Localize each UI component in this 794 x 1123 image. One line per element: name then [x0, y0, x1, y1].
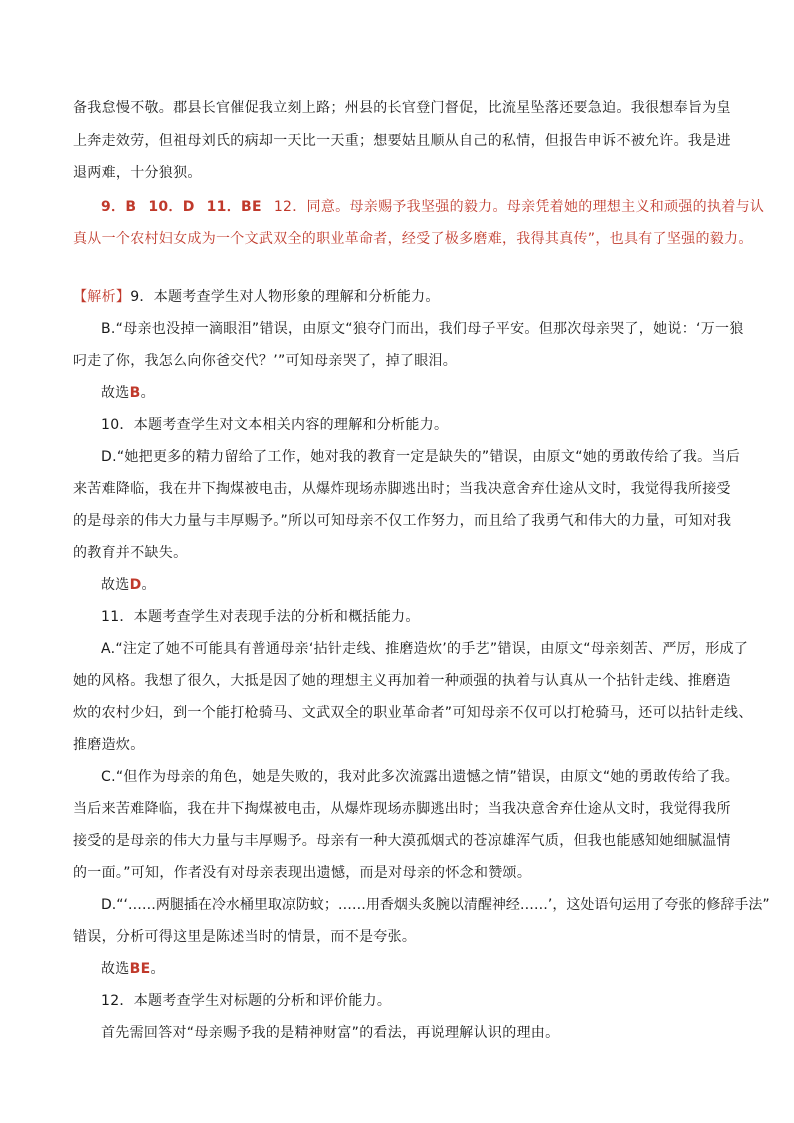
analysis-q11-c-line-3: 接受的是母亲的伟大力量与丰厚赐予。母亲有一种大漠孤烟式的苍凉雄浑气质，但我也能感知她细腻温情 — [73, 833, 731, 849]
analysis-q10-d-line-2: 来苦难降临，我在井下掏煤被电击，从爆炸现场赤脚逃出时；当我决意舍弃仕途从文时，我觉得我所接受 — [73, 481, 731, 497]
analysis-q11-a-line-4: 推磨造炊。 — [73, 737, 145, 753]
analysis-q11-pick: 故选BE。 — [101, 961, 165, 977]
analysis-q12-line-1: 首先需回答对“母亲赐予我的是精神财富”的看法，再说理解认识的理由。 — [101, 1025, 560, 1041]
analysis-q11-c-line-2: 当后来苦难降临，我在井下掏煤被电击，从爆炸现场赤脚逃出时；当我决意舍弃仕途从文时，我觉得我所 — [73, 801, 731, 817]
analysis-q11-d-line-2: 错误，分析可得这里是陈述当时的情景，而不是夸张。 — [73, 929, 417, 945]
analysis-q10-d-line-3: 的是母亲的伟大力量与丰厚赐予。”所以可知母亲不仅工作努力，而且给了我勇气和伟大的力量，可知对我 — [73, 513, 732, 529]
analysis-q11-a-line-1: A.“注定了她不可能具有普通母亲‘拈针走线、推磨造炊’的手艺”错误，由原文“母亲刻苦、严厉，形成了 — [101, 641, 749, 657]
q11-pick-letter: BE — [129, 961, 151, 977]
analysis-q10-d-line-4: 的教育并不缺失。 — [73, 545, 188, 561]
analysis-q10-pick: 故选D。 — [101, 577, 156, 593]
analysis-q11-c-line-1: C.“但作为母亲的角色，她是失败的，我对此多次流露出遗憾之情”错误，由原文“她的勇敢传给了我。 — [101, 769, 740, 785]
analysis-q11-c-line-4: 的一面。”可知，作者没有对母亲表现出遗憾，而是对母亲的怀念和赞颂。 — [73, 865, 532, 881]
analysis-q11-d-line-1: D.“‘……两腿插在冷水桶里取凉防蚊；……用香烟头炙腕以清醒神经……’，这处语句运用了夸张的修辞手法” — [101, 897, 770, 913]
intro-line-1: 备我怠慢不敬。郡县长官催促我立刻上路；州县的长官登门督促，比流星坠落还要急迫。我很想奉旨为皇 — [73, 100, 731, 116]
answer-9: 9．B — [101, 199, 137, 215]
analysis-label: 【解析】 — [73, 289, 131, 305]
analysis-q10-d-line-1: D.“她把更多的精力留给了工作，她对我的教育一定是缺失的”错误，由原文“她的勇敢传给了我。当后 — [101, 449, 741, 465]
analysis-q11-a-line-2: 她的风格。我想了很久，大抵是因了她的理想主义再加着一种顽强的执着与认真从一个拈针走线、推磨造 — [73, 673, 731, 689]
answer-11: 11．BE — [206, 199, 262, 215]
analysis-q9-pick: 故选B。 — [101, 385, 155, 401]
analysis-q11-intro: 11．本题考查学生对表现手法的分析和概括能力。 — [101, 609, 420, 625]
intro-line-3: 退两难，十分狼狈。 — [73, 165, 202, 181]
q10-pick-letter: D — [129, 577, 142, 593]
answer-12-text: 母亲赐予我坚强的毅力。母亲凭着她的理想主义和顽强的执着与认 — [349, 199, 765, 215]
intro-line-2: 上奔走效劳，但祖母刘氏的病却一天比一天重；想要姑且顺从自己的私情，但报告申诉不被允许。我是进 — [73, 133, 731, 149]
answer-12-prefix: 12．同意。 — [273, 199, 350, 215]
analysis-q11-a-line-3: 炊的农村少妇，到一个能打枪骑马、文武双全的职业革命者”可知母亲不仅可以打枪骑马，还可以拈针走线、 — [73, 705, 753, 721]
analysis-q9-b-line-2: 叼走了你，我怎么向你爸交代？’”可知母亲哭了，掉了眼泪。 — [73, 353, 458, 369]
analysis-q12-intro: 12．本题考查学生对标题的分析和评价能力。 — [101, 993, 392, 1009]
answer-10: 10．D — [148, 199, 195, 215]
analysis-q9-b-line-1: B.“母亲也没掉一滴眼泪”错误，由原文“狼夺门而出，我们母子平安。但那次母亲哭了，她说：‘万一狼 — [101, 321, 744, 337]
answers-line-1 — [101, 197, 764, 217]
analysis-q9-intro: 【解析】9．本题考查学生对人物形象的理解和分析能力。 — [73, 289, 440, 305]
answers-line-2: 真从一个农村妇女成为一个文武双全的职业革命者，经受了极多磨难，我得其真传”，也具有了坚强的毅力。 — [73, 231, 753, 247]
analysis-q10-intro: 10．本题考查学生对文本相关内容的理解和分析能力。 — [101, 417, 449, 433]
q9-pick-letter: B — [129, 385, 141, 401]
